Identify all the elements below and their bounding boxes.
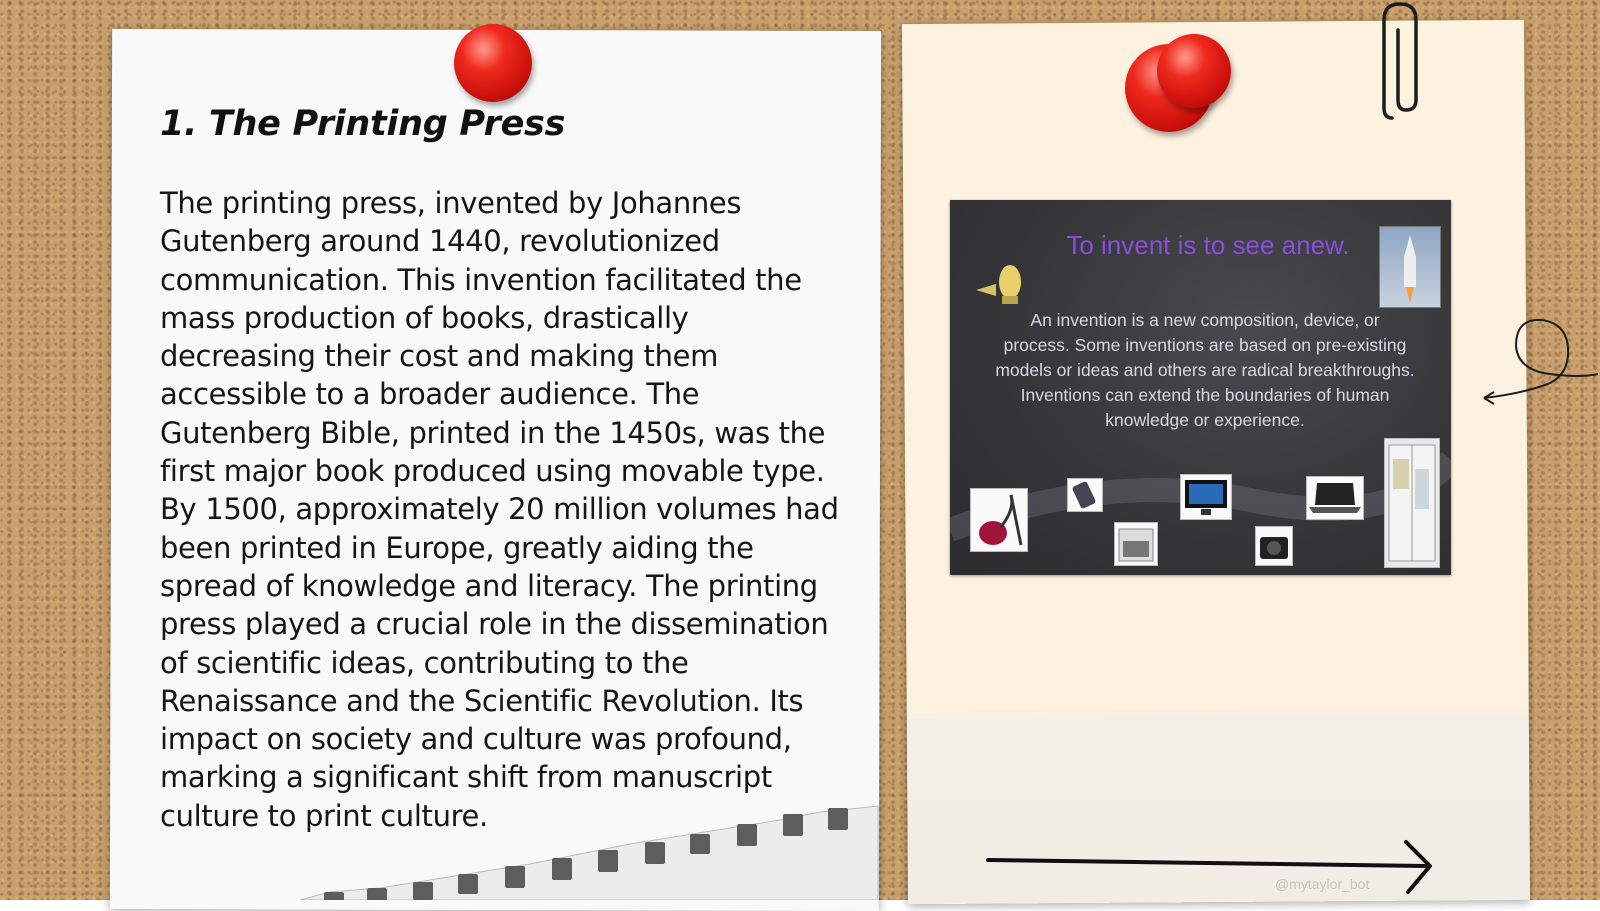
laptop-icon — [1306, 476, 1364, 520]
paper-clip-icon — [1378, 0, 1424, 125]
page-title: 1. The Printing Press — [160, 104, 566, 144]
invention-slide-image — [950, 200, 1451, 575]
scribble-loop-arrow — [1480, 310, 1600, 410]
watermark-text: @mytaylor_bot — [1275, 876, 1370, 892]
right-arrow-icon — [986, 838, 1446, 898]
vacuum-icon — [970, 488, 1028, 552]
bulb-icon — [972, 262, 1028, 308]
printing-press-description: The printing press, invented by Johannes Gutenberg around 1440, revolutionized communication. This invention facilitated the mass production of books, drastically decreasing their cost and making them accessible to a broader audience. The Gutenberg Bible, printed in the 1450s, was the first major book produced using movable type. By 1500, approximately 20 million volumes had been printed in Europe, greatly aiding the spread of knowledge and literacy. The printing press played a crucial role in the dissemination of scientific ideas, contributing to the Renaissance and the Scientific Revolution. Its impact on society and culture was profound, marking a significant shift from manuscript culture to print culture. — [160, 186, 839, 833]
slide-text: An invention is a new composition, device, or process. Some inventions are based on pre-existing models or ideas and others are radical breakthroughs. Inventions can extend the boundaries of human knowledge or experience. — [995, 310, 1415, 430]
camera-icon — [1255, 526, 1293, 566]
fridge-icon — [1384, 438, 1440, 568]
phone-icon — [1067, 478, 1103, 512]
monitor-icon — [1180, 474, 1232, 520]
red-pushpin-right-front — [1157, 34, 1231, 108]
red-pushpin-left — [454, 24, 532, 102]
oven-icon — [1114, 522, 1158, 566]
slide-title: To invent is to see anew. — [1066, 230, 1350, 260]
rocket-icon — [1379, 226, 1441, 308]
